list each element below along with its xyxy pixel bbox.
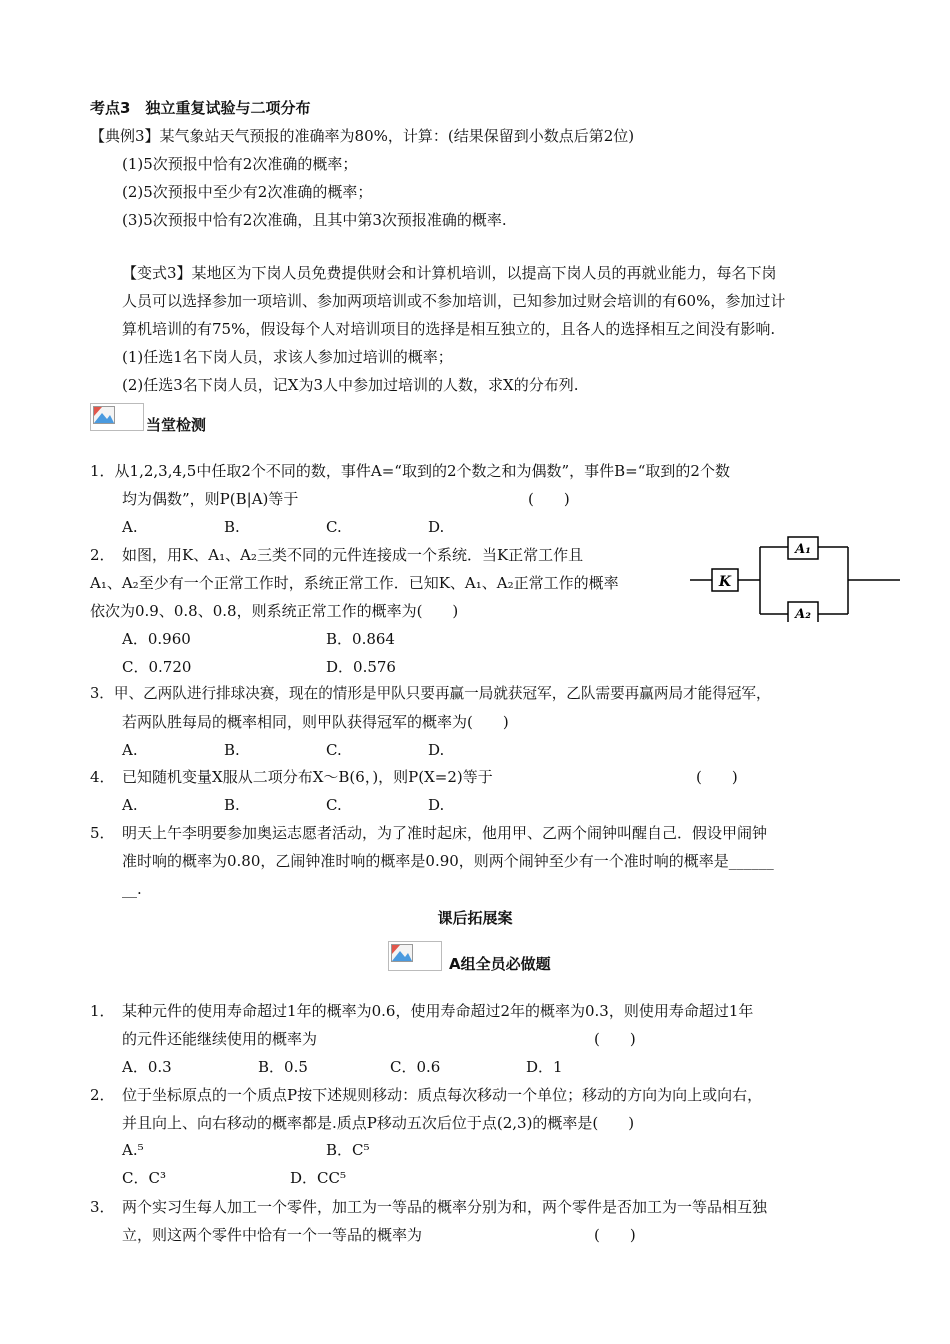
- option-d: D．1: [526, 1058, 563, 1076]
- circuit-diagram: [690, 536, 902, 622]
- problem-5-line3: __.: [122, 880, 142, 898]
- broken-image-icon: [90, 403, 144, 431]
- option-c: C.: [326, 741, 342, 759]
- component-k-label: K: [718, 574, 732, 590]
- example-3-q2: (2)5次预报中至少有2次准确的概率；: [122, 183, 373, 201]
- option-c: C.: [326, 518, 342, 536]
- component-a2-label: A₂: [795, 607, 811, 622]
- option-b: B.: [224, 518, 240, 536]
- option-a: A.: [122, 741, 138, 759]
- heading-dangtang: 当堂检测: [146, 416, 207, 434]
- problem-2-line1: 2． 如图，用K、A₁、A₂三类不同的元件连接成一个系统．当K正常工作且: [90, 546, 584, 564]
- example-3-text: 【典例3】某气象站天气预报的准确率为80%，计算：(结果保留到小数点后第2位): [90, 127, 635, 145]
- option-c: C．0.6: [390, 1058, 441, 1076]
- heading-group-a: A组全员必做题: [449, 955, 551, 973]
- answer-paren: ( ): [594, 1226, 636, 1244]
- answer-paren: ( ): [696, 768, 738, 786]
- broken-image-icon: [388, 941, 442, 971]
- a-problem-3-line1: 3． 两个实习生每人加工一个零件，加工为一等品的概率分别为和，两个零件是否加工为一等品相互独: [90, 1198, 768, 1216]
- option-a: A．0.960: [122, 630, 191, 648]
- variant-3-line2: 人员可以选择参加一项培训、参加两项培训或不参加培训，已知参加过财会培训的有60%，参加过计: [122, 292, 786, 310]
- problem-3-line2: 若两队胜每局的概率相同，则甲队获得冠军的概率为( ): [122, 713, 509, 731]
- problem-1-line1: 1．从1,2,3,4,5中任取2个不同的数，事件A=“取到的2个数之和为偶数”，事件B=“取到的2个数: [90, 462, 730, 480]
- option-d: D.: [428, 741, 445, 759]
- a-problem-1-line1: 1． 某种元件的使用寿命超过1年的概率为0.6，使用寿命超过2年的概率为0.3，则使用寿命超过1年: [90, 1002, 754, 1020]
- option-a: A.: [122, 518, 138, 536]
- answer-paren: ( ): [594, 1030, 636, 1048]
- option-b: B．0.864: [326, 630, 395, 648]
- option-b: B.: [224, 796, 240, 814]
- option-b: B．C⁵: [326, 1141, 370, 1159]
- a-problem-2-line1: 2． 位于坐标原点的一个质点P按下述规则移动：质点每次移动一个单位；移动的方向为向上或向右，: [90, 1086, 763, 1104]
- problem-2-line2: A₁、A₂至少有一个正常工作时，系统正常工作．已知K、A₁、A₂正常工作的概率: [90, 574, 619, 592]
- option-d: D.: [428, 796, 445, 814]
- problem-4-line1: 4． 已知随机变量X服从二项分布X～B(6，)，则P(X=2)等于: [90, 768, 493, 786]
- answer-paren: ( ): [528, 490, 570, 508]
- problem-3-line1: 3．甲、乙两队进行排球决赛，现在的情形是甲队只要再赢一局就获冠军，乙队需要再赢两局才能得冠军，: [90, 685, 771, 702]
- a-problem-3-line2: 立，则这两个零件中恰有一个一等品的概率为: [122, 1226, 423, 1244]
- variant-3-line1: 【变式3】某地区为下岗人员免费提供财会和计算机培训，以提高下岗人员的再就业能力，每名下岗: [122, 264, 777, 282]
- section-title-kaodian3: 考点3 独立重复试验与二项分布: [90, 99, 311, 117]
- a-problem-1-line2: 的元件还能继续使用的概率为: [122, 1030, 318, 1048]
- option-c: C.: [326, 796, 342, 814]
- example-3-q3: (3)5次预报中恰有2次准确，且其中第3次预报准确的概率.: [122, 211, 507, 229]
- variant-3-line3: 算机培训的有75%，假设每个人对培训项目的选择是相互独立的，且各人的选择相互之间没有影响.: [122, 320, 776, 338]
- variant-3-q2: (2)任选3名下岗人员，记X为3人中参加过培训的人数，求X的分布列.: [122, 376, 579, 394]
- option-a: A.⁵: [122, 1141, 144, 1159]
- option-d: D．0.576: [326, 658, 396, 676]
- option-c: C．0.720: [122, 658, 192, 676]
- option-a: A.: [122, 796, 138, 814]
- problem-5-line2: 准时响的概率为0.80，乙闹钟准时响的概率是0.90，则两个闹钟至少有一个准时响的概率是______: [122, 852, 774, 870]
- variant-3-q1: (1)任选1名下岗人员，求该人参加过培训的概率；: [122, 348, 453, 366]
- example-3-q1: (1)5次预报中恰有2次准确的概率；: [122, 155, 358, 173]
- option-d: D．CC⁵: [290, 1169, 346, 1187]
- heading-kehou: 课后拓展案: [437, 909, 513, 927]
- option-b: B.: [224, 741, 240, 759]
- option-a: A．0.3: [122, 1058, 172, 1076]
- problem-1-line2: 均为偶数”，则P(B|A)等于: [122, 490, 299, 508]
- option-d: D.: [428, 518, 445, 536]
- problem-2-line3: 依次为0.9、0.8、0.8，则系统正常工作的概率为( ): [90, 602, 459, 620]
- option-c: C．C³: [122, 1169, 166, 1187]
- option-b: B．0.5: [258, 1058, 308, 1076]
- a-problem-2-line2: 并且向上、向右移动的概率都是.质点P移动五次后位于点(2,3)的概率是( ): [122, 1114, 635, 1132]
- problem-5-line1: 5． 明天上午李明要参加奥运志愿者活动，为了准时起床，他用甲、乙两个闹钟叫醒自己．假设甲闹钟: [90, 824, 768, 842]
- component-a1-label: A₁: [795, 542, 811, 557]
